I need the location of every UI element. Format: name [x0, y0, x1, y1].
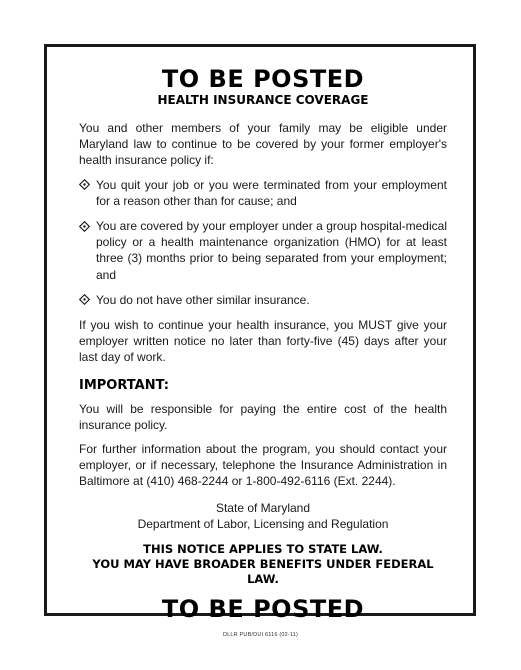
poster-title-top: TO BE POSTED [161, 65, 365, 93]
eligibility-list [79, 177, 447, 308]
list-item [79, 292, 447, 308]
intro-paragraph: You and other members of your family may be eligible under Maryland law to continue to be covered by your former employer's health insurance policy if: [79, 121, 447, 168]
list-item-text: You are covered by your employer under a group hospital-medical policy or a health maintenance organization (HMO) for at least three (3) months prior to being separated from your employment; and [96, 219, 447, 282]
agency-state: State of Maryland [215, 500, 311, 515]
diamond-dot-icon [79, 292, 96, 308]
poster-content [79, 65, 447, 623]
list-item-text: You do not have other similar insurance. [96, 292, 310, 307]
continue-notice-paragraph: If you wish to continue your health insurance, you MUST give your employer written notice no later than forty-five (45) days after your last day of work. [79, 318, 447, 365]
federal-law-line: YOU MAY HAVE BROADER BENEFITS UNDER FEDERAL LAW. [92, 556, 434, 586]
contact-paragraph: For further information about the program, you should contact your employer, or if necessary, telephone the Insurance Administration in Baltimore at (410) 468-2244 or 1-800-492-6116 (Ext. 2244). [79, 442, 447, 489]
poster-title-bottom: TO BE POSTED [161, 594, 365, 623]
important-paragraph: You will be responsible for paying the entire cost of the health insurance policy. [79, 401, 447, 432]
state-law-line: THIS NOTICE APPLIES TO STATE LAW. [143, 541, 383, 556]
poster-subtitle: HEALTH INSURANCE COVERAGE [157, 93, 369, 107]
publication-code: DLLR PUB/DUI 6116 (02-11) [222, 632, 299, 638]
diamond-dot-icon [79, 218, 96, 234]
diamond-dot-icon [79, 177, 96, 193]
poster-frame [44, 44, 476, 623]
important-heading: IMPORTANT: [79, 377, 169, 393]
state-law-notice [79, 542, 447, 587]
list-item [79, 177, 447, 209]
list-item [79, 218, 447, 283]
list-item-text: You quit your job or you were terminated from your employment for a reason other than for cause; and [96, 177, 447, 208]
agency-department: Department of Labor, Licensing and Regulation [137, 516, 389, 531]
agency-block [79, 500, 447, 532]
